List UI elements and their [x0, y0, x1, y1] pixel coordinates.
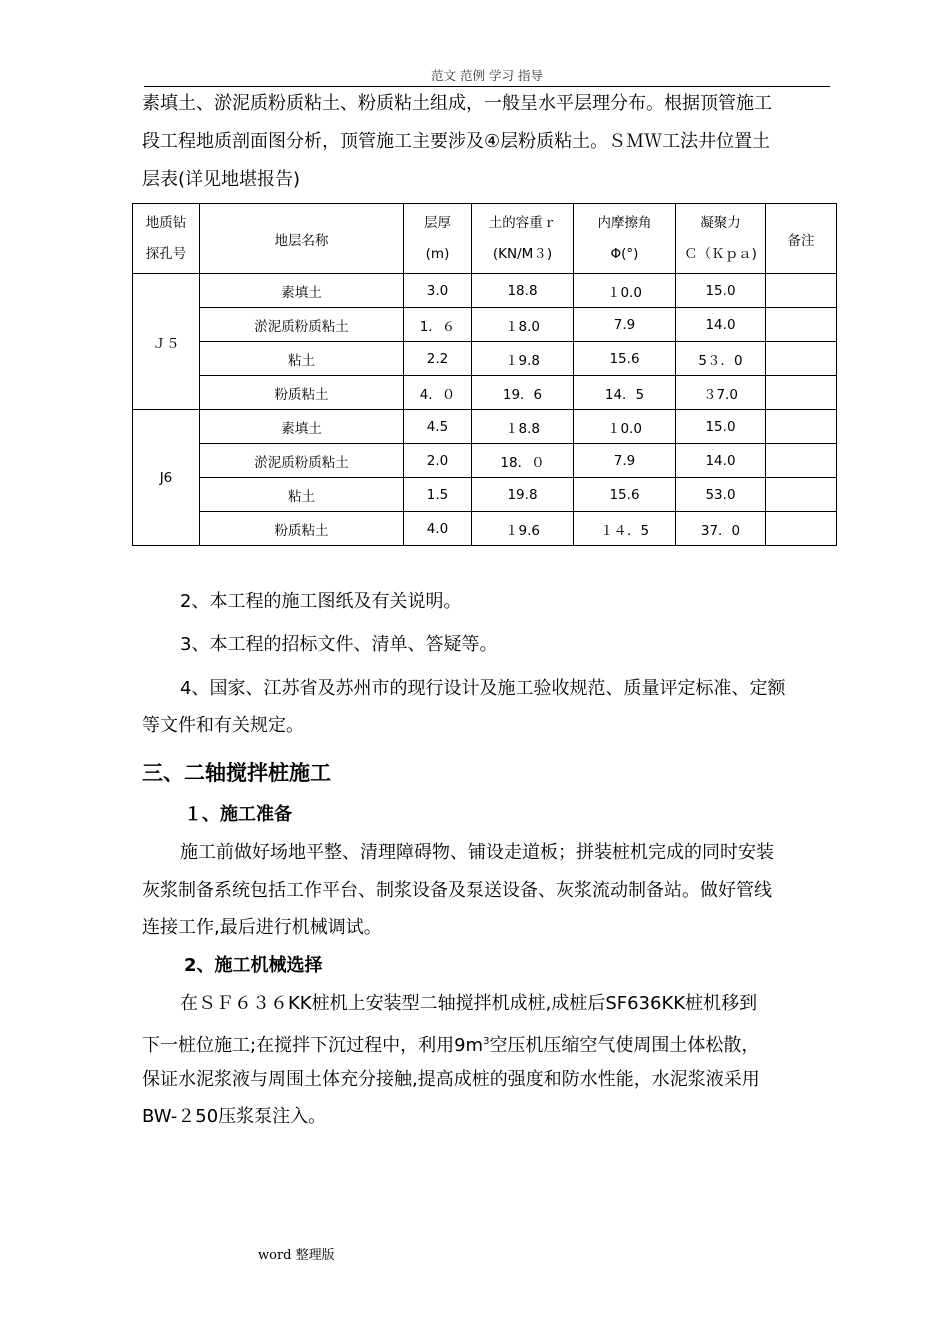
- table-cell: 15.6: [574, 342, 676, 376]
- hole-cell: Ｊ５: [133, 274, 200, 410]
- table-row: [133, 376, 837, 410]
- table-cell: １４．5: [574, 512, 676, 546]
- table-cell: １9.6: [472, 512, 574, 546]
- superscript: 3: [483, 1036, 490, 1047]
- table-cell: 5３．0: [676, 342, 766, 376]
- table-cell: [766, 308, 837, 342]
- table-cell: 4．０: [404, 376, 472, 410]
- table-cell: 2.2: [404, 342, 472, 376]
- table-cell: 粘土: [200, 342, 404, 376]
- table-cell: 粉质粘土: [200, 512, 404, 546]
- header-cohesion: 凝聚力 Ｃ（Ｋｐａ): [676, 204, 766, 274]
- table-cell: [766, 410, 837, 444]
- table-cell: 14.0: [676, 444, 766, 478]
- prep-line-2: 灰浆制备系统包括工作平台、制浆设备及泵送设备、灰浆流动制备站。做好管线: [142, 880, 772, 901]
- machine-line-2: 下一桩位施工;在搅拌下沉过程中，利用$9m^3$空压机压缩空气使周围土体松散，: [142, 1035, 760, 1056]
- table-cell: [766, 512, 837, 546]
- table-cell: 53.0: [676, 478, 766, 512]
- table-cell: 15.0: [676, 274, 766, 308]
- table-cell: 1.5: [404, 478, 472, 512]
- item-4-line-1: 4、国家、江苏省及苏州市的现行设计及施工验收规范、质量评定标准、定额: [180, 678, 786, 699]
- machine-line-1: 在ＳＦ６３６KK桩机上安装型二轴搅拌机成桩,成桩后SF636KK桩机移到: [180, 993, 758, 1014]
- table-cell: 1．６: [404, 308, 472, 342]
- table-cell: １8.0: [472, 308, 574, 342]
- subsection-heading-2: 2、施工机械选择: [184, 955, 323, 976]
- table-cell: [766, 478, 837, 512]
- table-cell: 淤泥质粉质粘土: [200, 308, 404, 342]
- intro-line-2: 段工程地质剖面图分析，顶管施工主要涉及④层粉质粘土。ＳＭＷ工法井位置土: [142, 131, 771, 152]
- table-cell: 15.0: [676, 410, 766, 444]
- table-row: [133, 444, 837, 478]
- table-cell: １8.8: [472, 410, 574, 444]
- item-2: 2、本工程的施工图纸及有关说明。: [180, 591, 462, 612]
- table-cell: １0.0: [574, 410, 676, 444]
- table-row: [133, 478, 837, 512]
- machine-line-3: 保证水泥浆液与周围土体充分接触,提高成桩的强度和防水性能，水泥浆液采用: [142, 1069, 760, 1090]
- table-cell: １9.8: [472, 342, 574, 376]
- table-cell: 粉质粘土: [200, 376, 404, 410]
- table-cell: 3.0: [404, 274, 472, 308]
- table-cell: [766, 274, 837, 308]
- table-row: [133, 308, 837, 342]
- prep-line-1: 施工前做好场地平整、清理障碍物、铺设走道板；拼装桩机完成的同时安装: [180, 842, 774, 863]
- table-cell: 15.6: [574, 478, 676, 512]
- table-cell: [766, 342, 837, 376]
- table-cell: 18.8: [472, 274, 574, 308]
- item-4-line-2: 等文件和有关规定。: [142, 715, 304, 736]
- table-cell: 4.5: [404, 410, 472, 444]
- soil-layer-table: [132, 203, 837, 546]
- header-unit-weight: 土的容重ｒ (KN/M３): [472, 204, 574, 274]
- table-cell: [766, 444, 837, 478]
- table-row: [133, 342, 837, 376]
- table-cell: 14．5: [574, 376, 676, 410]
- prep-line-3: 连接工作,最后进行机械调试。: [142, 917, 382, 938]
- table-cell: 37．0: [676, 512, 766, 546]
- header-layer-name: 地层名称: [200, 204, 404, 274]
- table-cell: 19．6: [472, 376, 574, 410]
- table-row: [133, 274, 837, 308]
- table-cell: 18．０: [472, 444, 574, 478]
- table-cell: 19.8: [472, 478, 574, 512]
- table-cell: 粘土: [200, 478, 404, 512]
- table-cell: 4.0: [404, 512, 472, 546]
- table-row: [133, 410, 837, 444]
- header-hole: 地质钻 探孔号: [133, 204, 200, 274]
- item-3: 3、本工程的招标文件、清单、答疑等。: [180, 634, 498, 655]
- header-remarks: 备注: [766, 204, 837, 274]
- table-cell: 14.0: [676, 308, 766, 342]
- table-cell: 素填土: [200, 274, 404, 308]
- table-cell: １0.0: [574, 274, 676, 308]
- table-cell: 淤泥质粉质粘土: [200, 444, 404, 478]
- machine-line-4: BW-２50压浆泵注入。: [142, 1106, 327, 1127]
- table-cell: 2.0: [404, 444, 472, 478]
- table-cell: [766, 376, 837, 410]
- header-friction-angle: 内摩擦角 Φ(°): [574, 204, 676, 274]
- table-cell: 素填土: [200, 410, 404, 444]
- intro-line-1: 素填土、淤泥质粉质粘土、粉质粘土组成，一般呈水平层理分布。根据顶管施工: [142, 93, 772, 114]
- hole-cell: J6: [133, 410, 200, 546]
- table-cell: 7.9: [574, 444, 676, 478]
- table-row: [133, 512, 837, 546]
- table-cell: ３7.0: [676, 376, 766, 410]
- table-header-row: [133, 204, 837, 274]
- subsection-heading-1: １、施工准备: [184, 804, 292, 825]
- section-heading: 三、二轴搅拌桩施工: [142, 761, 331, 785]
- page-header: 范文 范例 学习 指导: [144, 68, 830, 87]
- table-cell: 7.9: [574, 308, 676, 342]
- header-thickness: 层厚 (m): [404, 204, 472, 274]
- page-footer: word 整理版: [258, 1248, 335, 1263]
- intro-line-3: 层表(详见地堪报告): [142, 169, 301, 190]
